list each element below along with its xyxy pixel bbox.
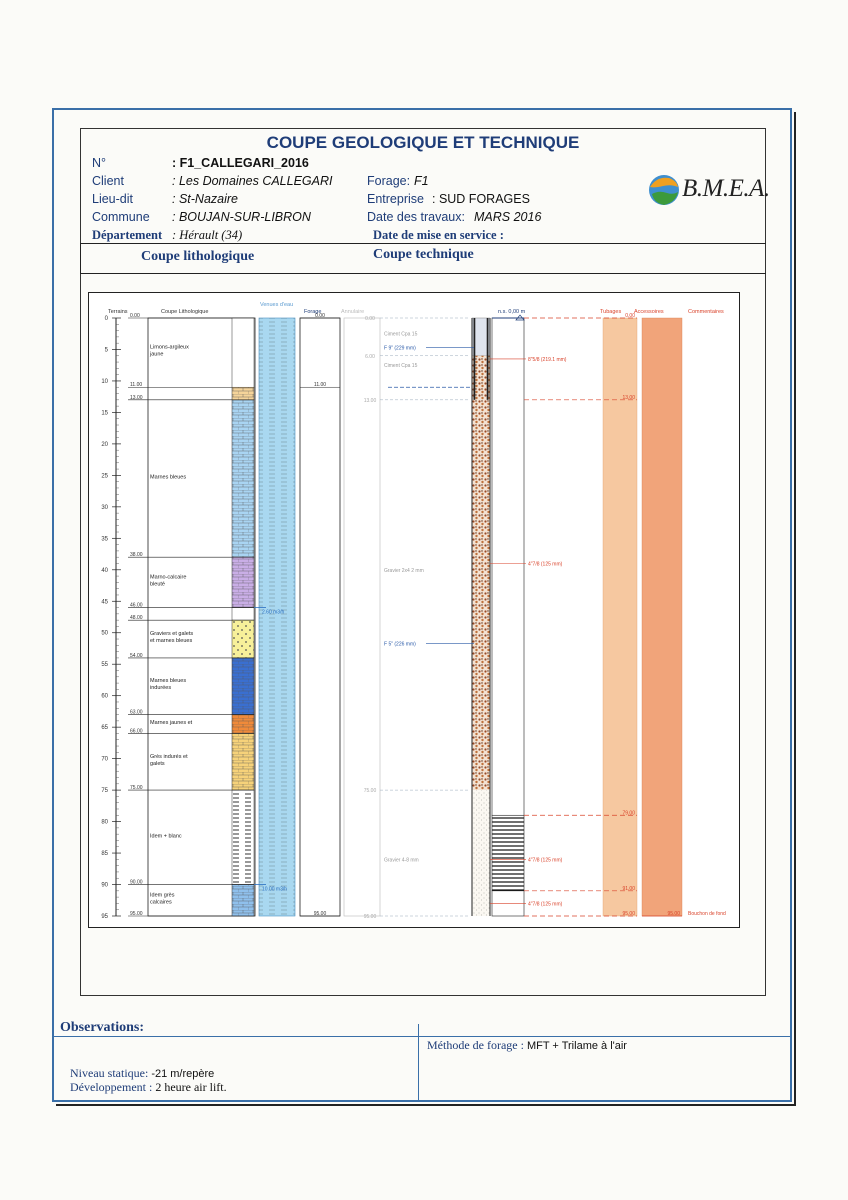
layer-pattern <box>232 715 254 734</box>
observations-title: Observations: <box>60 1020 144 1035</box>
annulaire-depth-label: 13.00 <box>363 397 377 404</box>
header-accessoires: Accessoires <box>634 309 664 315</box>
layer-description: Marnes bleues indurées <box>150 678 187 692</box>
blank-tubing <box>492 318 524 815</box>
commune-value: : BOUJAN-SUR-LIBRON <box>172 210 311 224</box>
gravel-pack-lower <box>472 790 490 916</box>
commentaire-text: Bouchon de fond <box>688 911 726 917</box>
layer-top-label: 11.00 <box>130 382 143 389</box>
layer-top-label: 66.00 <box>130 728 143 735</box>
forage-mark-label: 95.00 <box>313 911 327 917</box>
forage-label: Forage: <box>367 174 411 188</box>
entreprise-label: Entreprise <box>367 192 424 206</box>
surface-casing-right <box>487 318 489 400</box>
annulaire-label: Gravier 2x4 2 mm <box>384 567 424 574</box>
layer-description: Idem grès calcaires <box>150 892 175 906</box>
layer-bottom-label: 95.00 <box>130 911 143 917</box>
water-inflow-label: 10.00 m3/h <box>262 886 288 893</box>
date-service-label: Date de mise en service : <box>373 228 504 242</box>
annulaire-column <box>344 318 380 916</box>
depth-tick-label: 85 <box>101 851 108 858</box>
niveau-row <box>70 1066 214 1081</box>
tubage-depth-label: 0.00 <box>625 313 635 319</box>
niveau-label: Niveau statique: <box>70 1066 149 1080</box>
header-coupe: Coupe Lithologique <box>161 309 209 315</box>
layer-top-label: 38.00 <box>130 552 143 559</box>
depth-tick-label: 45 <box>101 599 108 606</box>
methode-value: MFT + Trilame à l'air <box>526 1040 627 1052</box>
screen-tubing <box>492 815 524 891</box>
header-annulaire: Annulaire <box>341 309 365 315</box>
annulaire-label: Gravier 4-8 mm <box>384 857 419 864</box>
layer-top-label: 13.00 <box>130 394 143 401</box>
tech-note: F 9" (229 mm) <box>384 345 416 352</box>
depth-tick-label: 30 <box>101 504 108 511</box>
accessoires-column <box>642 318 682 916</box>
annulaire-depth-label: 6.00 <box>365 353 375 360</box>
entreprise-value: : SUD FORAGES <box>432 192 530 206</box>
tubage-column <box>603 318 637 916</box>
header-commentaires: Commentaires <box>688 309 724 315</box>
layer-description: Graviers et galets et marnes bleues <box>150 631 194 645</box>
depth-tick-label: 0 <box>104 316 108 322</box>
forage-value: F1 <box>414 174 429 188</box>
tubage-depth-label: 91.00 <box>622 885 635 892</box>
layer-pattern <box>232 620 254 658</box>
sheet-title: COUPE GEOLOGIQUE ET TECHNIQUE <box>266 133 580 152</box>
layer-description: Marnes bleues <box>150 474 187 481</box>
layer-pattern <box>232 557 254 607</box>
tubing-note: 8"5/8 (219.1 mm) <box>528 356 567 363</box>
methode-row <box>427 1038 627 1053</box>
bmea-logo-icon <box>647 172 681 208</box>
section-divider <box>80 273 766 274</box>
lieu-label: Lieu-dit <box>92 192 133 206</box>
header-venues: Venues d'eau <box>260 302 294 308</box>
water-texture <box>259 318 295 916</box>
depth-tick-label: 80 <box>101 819 108 826</box>
layer-top-label: 0.00 <box>130 313 140 319</box>
depth-tick-label: 65 <box>101 725 108 732</box>
section-litho-title: Coupe lithologique <box>141 249 255 264</box>
annulaire-label: Ciment Cpa 15 <box>384 331 418 338</box>
layer-pattern <box>232 658 254 715</box>
tubing-note: 4"7/8 (125 mm) <box>528 561 563 568</box>
annulaire-depth-label: 75.00 <box>363 788 377 795</box>
depth-tick-label: 70 <box>101 756 108 763</box>
header-ns: n.s. 0,00 m <box>498 309 526 315</box>
depth-tick-label: 20 <box>101 441 108 448</box>
header-divider <box>80 243 766 244</box>
date-travaux-label: Date des travaux: <box>367 210 465 224</box>
no-label: N° <box>92 156 107 170</box>
layer-pattern <box>232 790 254 884</box>
geological-log <box>88 292 740 928</box>
observations-separator <box>418 1024 419 1100</box>
layer-top-label: 90.00 <box>130 879 143 886</box>
dev-label: Développement : <box>70 1080 153 1094</box>
annulaire-depth-label: 95.00 <box>363 914 377 920</box>
dev-row <box>70 1080 227 1095</box>
tubage-depth-label: 79.00 <box>622 810 635 817</box>
layer-pattern <box>232 387 254 400</box>
layer-description: Marnes jaunes et <box>150 720 193 727</box>
depth-tick-label: 15 <box>101 410 108 417</box>
depth-tick-label: 5 <box>104 347 108 354</box>
annulaire-label: Ciment Cpa 15 <box>384 363 418 370</box>
layer-pattern <box>232 885 254 916</box>
depth-tick-label: 75 <box>101 788 108 795</box>
dev-value: 2 heure air lift. <box>155 1080 227 1094</box>
layer-top-label: 63.00 <box>130 709 143 716</box>
tech-note: F 5" (226 mm) <box>384 641 416 648</box>
layer-description: Idem + blanc <box>150 833 182 840</box>
methode-label: Méthode de forage : <box>427 1038 524 1052</box>
forage-mark-label: 0.00 <box>315 313 325 319</box>
observations-line <box>54 1036 790 1037</box>
date-travaux-value: MARS 2016 <box>474 210 542 224</box>
niveau-value: -21 m/repère <box>151 1068 215 1080</box>
depth-tick-label: 40 <box>101 567 108 574</box>
accessoire-label: 95.00 <box>667 911 680 917</box>
depth-tick-label: 55 <box>101 662 108 669</box>
depth-tick-label: 50 <box>101 630 108 637</box>
layer-description: Marno-calcaire bleuté <box>150 574 187 588</box>
layer-top-label: 46.00 <box>130 602 143 609</box>
annulaire-depth-label: 0.00 <box>365 316 375 322</box>
header-forage: Forage <box>304 309 322 315</box>
surface-casing-left <box>474 318 476 400</box>
depth-tick-label: 60 <box>101 693 108 700</box>
client-label: Client <box>92 174 124 188</box>
client-value: : Les Domaines CALLEGARI <box>172 174 333 188</box>
layer-top-label: 54.00 <box>130 652 143 659</box>
no-value: : F1_CALLEGARI_2016 <box>172 156 309 170</box>
logo-text: B.M.E.A. <box>682 175 770 202</box>
layer-description: Grès indurés et galets <box>150 753 188 767</box>
forage-mark-label: 11.00 <box>313 382 327 389</box>
layer-pattern <box>232 733 254 790</box>
water-inflow-label: 2.60 m3/h <box>262 609 285 616</box>
commune-label: Commune <box>92 210 150 224</box>
layer-fill <box>232 318 254 387</box>
depth-tick-label: 90 <box>101 882 108 889</box>
tubage-depth-label: 13.00 <box>622 394 635 401</box>
header-tubages: Tubages <box>600 309 622 315</box>
forage-column <box>300 318 340 916</box>
header-terrains: Terrains <box>108 309 128 315</box>
layer-pattern <box>232 400 254 557</box>
tubage-depth-label: 95.00 <box>622 911 635 917</box>
depth-tick-label: 95 <box>101 914 108 920</box>
lieu-value: : St-Nazaire <box>172 192 238 206</box>
departement-value: : Hérault (34) <box>172 228 243 242</box>
departement-label: Département <box>92 228 163 242</box>
gravel-pack-upper <box>472 356 490 790</box>
depth-tick-label: 10 <box>101 378 108 385</box>
section-tech-title: Coupe technique <box>373 247 474 262</box>
depth-tick-label: 35 <box>101 536 108 543</box>
layer-top-label: 75.00 <box>130 785 143 792</box>
tubing-note: 4"7/8 (125 mm) <box>528 857 563 864</box>
section-left-border <box>80 243 81 273</box>
layer-description: Limons-argileux jaune <box>150 344 189 358</box>
depth-tick-label: 25 <box>101 473 108 480</box>
layer-fill <box>232 608 254 621</box>
tubing-note: 4"7/8 (125 mm) <box>528 901 563 908</box>
layer-top-label: 48.00 <box>130 615 143 622</box>
